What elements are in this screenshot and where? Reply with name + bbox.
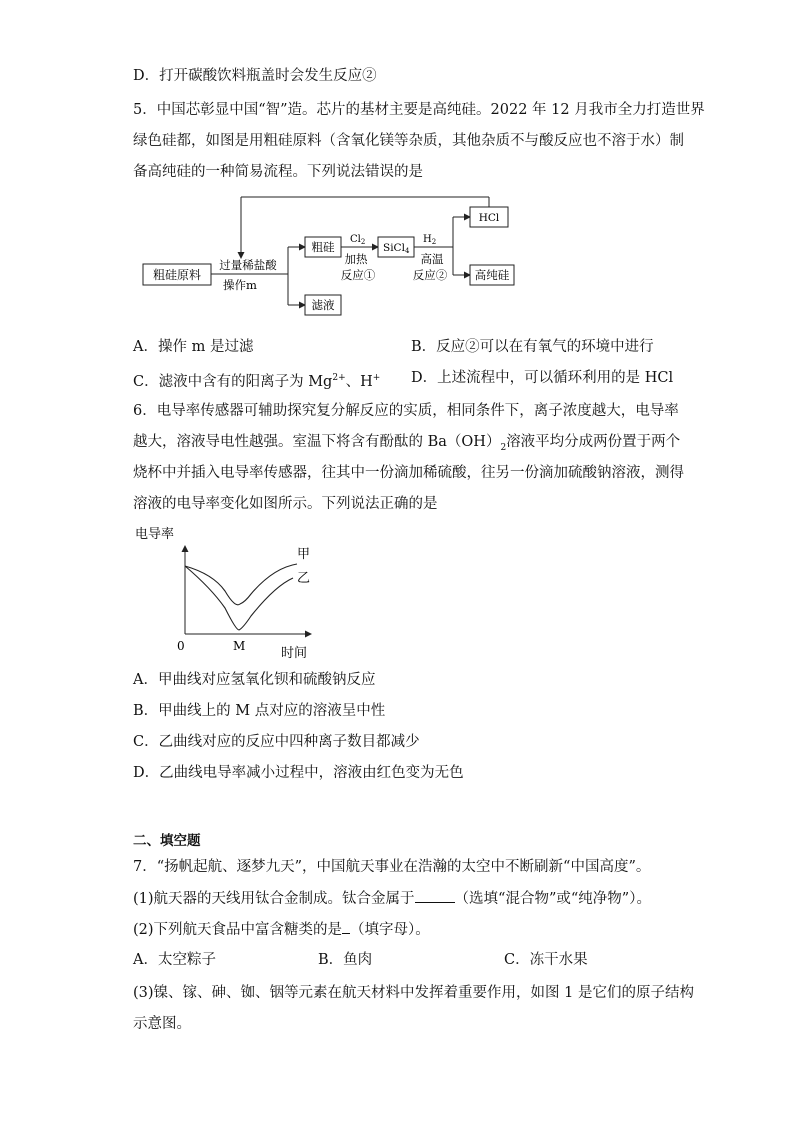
heat-label: 加热	[344, 252, 368, 266]
q6-option-c: C．乙曲线对应的反应中四种离子数目都减少	[133, 734, 420, 750]
filtrate-label: 滤液	[311, 298, 335, 312]
q5-option-a: A．操作 m 是过滤	[133, 339, 254, 355]
q6-stem-line-1: 6．电导率传感器可辅助探究复分解反应的实质，相同条件下，离子浓度越大，电导率	[133, 403, 679, 419]
series-yi-label: 乙	[297, 571, 311, 586]
q7-2-blank[interactable]	[342, 919, 350, 934]
q6-option-a: A．甲曲线对应氢氧化钡和硫酸钠反应	[133, 672, 376, 688]
pure-silicon-label: 高纯硅	[474, 268, 510, 282]
q5-stem-line-1: 5．中国芯彰显中国“智”造。芯片的基材主要是高纯硅。2022 年 12 月我市全力打造世界	[133, 102, 705, 118]
chart-xlabel: 时间	[281, 646, 308, 661]
series-jia-label: 甲	[297, 547, 311, 562]
q4-option-d: D．打开碳酸饮料瓶盖时会发生反应②	[133, 68, 377, 84]
q7-part-1: (1)航天器的天线用钛合金制成。钛合金属于 （选填“混合物”或“纯净物”）。	[133, 888, 651, 909]
q7-stem: 7．“扬帆起航、逐梦九天”，中国航天事业在浩瀚的太空中不断刷新“中国高度”。	[133, 859, 651, 875]
q7-2-option-a: A．太空粽子	[133, 952, 216, 968]
series-yi-curve	[185, 566, 293, 630]
q5-flow-diagram	[138, 192, 522, 322]
q5-option-d: D．上述流程中，可以循环利用的是 HCl	[411, 370, 674, 386]
q7-part-3-line-2: 示意图。	[133, 1016, 191, 1032]
q6-stem-line-2: 越大，溶液导电性越强。室温下将含有酚酞的 $Ba(OH)_2$溶液平均分成两份置于两个	[133, 434, 681, 453]
series-jia-curve	[185, 564, 297, 605]
q7-2-option-c: C．冻干水果	[504, 952, 588, 968]
high-temp-label: 高温	[420, 252, 444, 266]
q6-conductivity-chart	[133, 516, 323, 662]
q5-option-c: C．滤液中含有的阳离子为 $Mg^{2+}$、H+	[133, 373, 381, 390]
reaction-1-label: 反应①	[340, 268, 376, 282]
hcl-label: HCl	[478, 212, 500, 224]
operation-m-label: 操作m	[223, 278, 257, 292]
cl2-label: $Cl_2$	[350, 234, 366, 246]
q5-stem-line-3: 备高纯硅的一种简易流程。下列说法错误的是	[133, 164, 423, 180]
acid-label: 过量稀盐酸	[219, 258, 277, 272]
raw-material-label: 粗硅原料	[152, 268, 202, 282]
q6-option-d: D．乙曲线电导率减小过程中，溶液由红色变为无色	[133, 765, 464, 781]
section-title: 二、填空题	[133, 833, 201, 849]
q6-option-b: B．甲曲线上的 M 点对应的溶液呈中性	[133, 703, 386, 719]
chart-m-label: M	[233, 639, 246, 653]
reaction-2-label: 反应②	[412, 268, 448, 282]
q7-1-blank[interactable]	[415, 888, 455, 903]
crude-silicon-label: 粗硅	[311, 240, 335, 254]
q7-2-option-b: B．鱼肉	[318, 952, 373, 968]
q5-stem-line-2: 绿色硅都，如图是用粗硅原料（含氧化镁等杂质，其他杂质不与酸反应也不溶于水）制	[133, 133, 684, 149]
q6-stem-line-3: 烧杯中并插入电导率传感器，往其中一份滴加稀硫酸，往另一份滴加硫酸钠溶液，测得	[133, 465, 684, 481]
chart-origin: 0	[177, 639, 185, 653]
q6-stem-line-4: 溶液的电导率变化如图所示。下列说法正确的是	[133, 496, 438, 512]
q7-part-3-line-1: (3)镍、镓、砷、铷、铟等元素在航天材料中发挥着重要作用，如图 1 是它们的原子结构	[133, 985, 694, 1001]
q5-option-b: B．反应②可以在有氧气的环境中进行	[411, 339, 654, 355]
chart-ylabel: 电导率	[135, 527, 175, 542]
h2-label: $H_2$	[423, 234, 437, 246]
q7-part-2: (2)下列航天食品中富含糖类的是 （填字母）。	[133, 919, 430, 940]
sicl4-label: SiCl4	[383, 242, 410, 255]
